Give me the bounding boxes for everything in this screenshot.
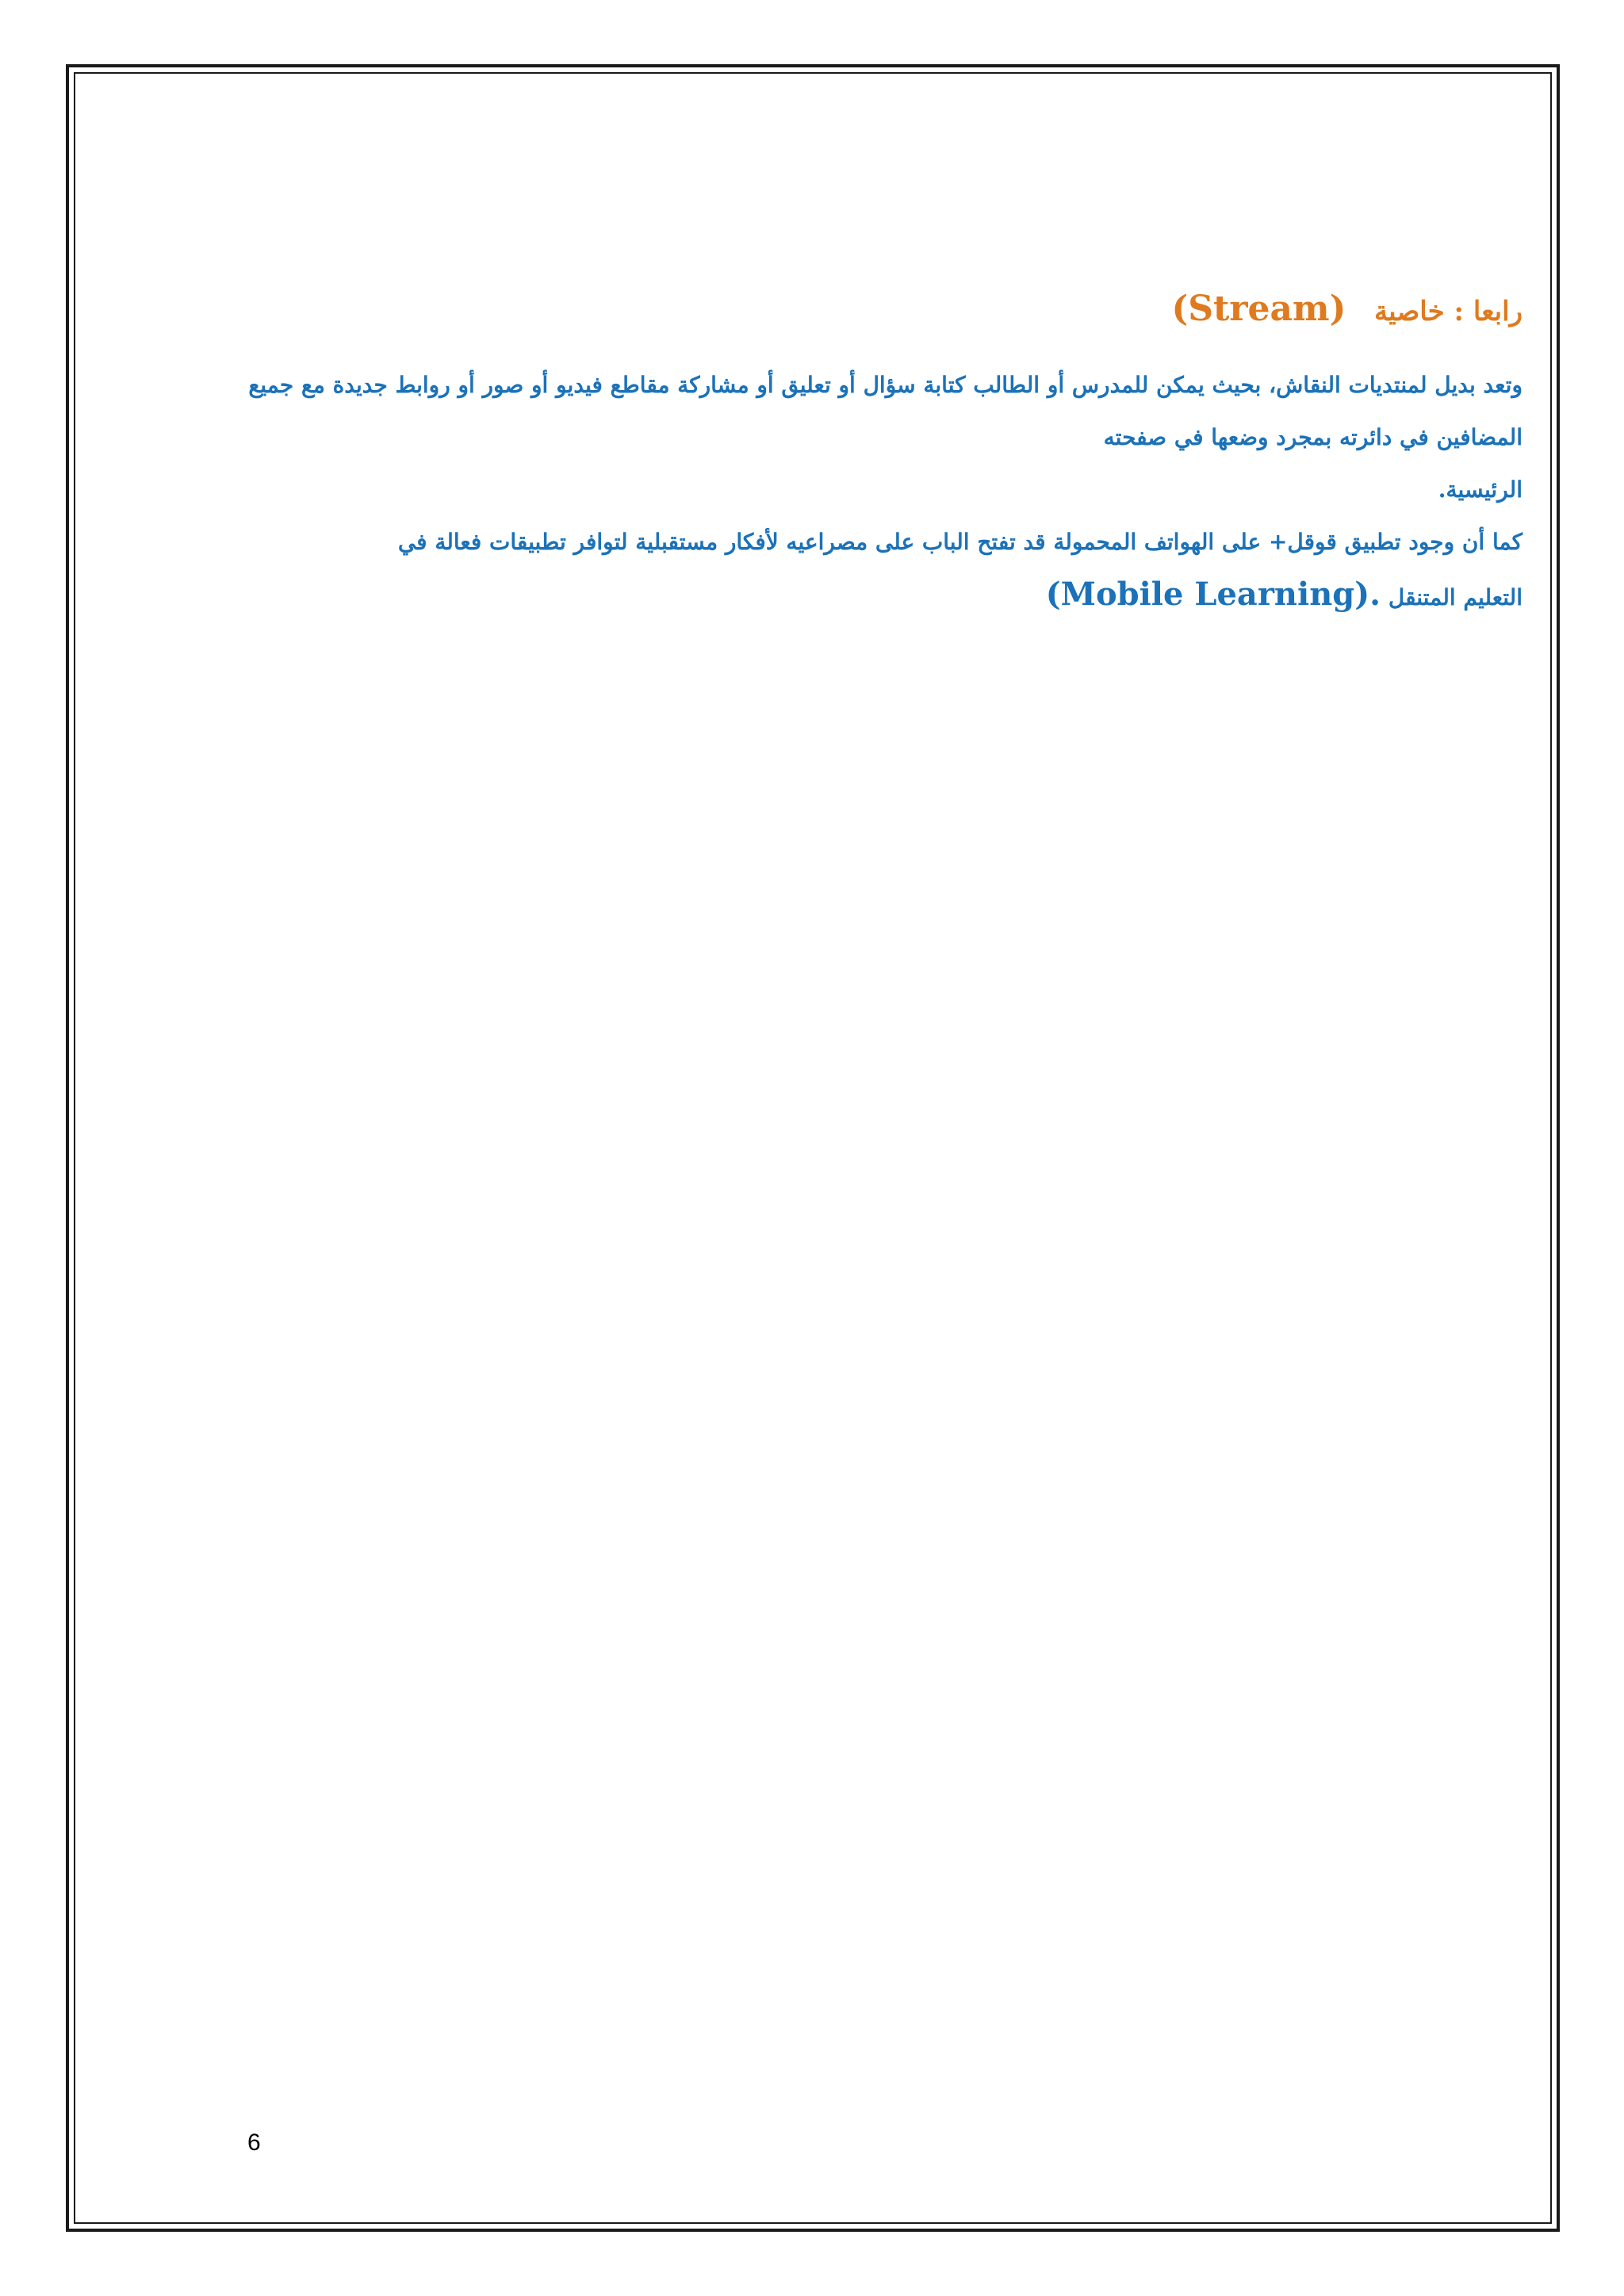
- page-content: [238, 285, 1522, 624]
- paragraph-4-term: (Mobile Learning).: [1045, 576, 1381, 613]
- page-number: 6: [247, 2130, 261, 2156]
- section-heading: [238, 285, 1522, 335]
- paragraph-4-prefix: التعليم المتنقل: [1388, 584, 1522, 610]
- heading-prefix: رابعا : خاصية: [1373, 296, 1522, 327]
- heading-term: (Stream): [1171, 289, 1346, 329]
- paragraph-4: [238, 568, 1522, 624]
- paragraph-2: الرئيسية.: [1438, 476, 1522, 503]
- paragraph-1: وتعد بديل لمنتديات النقاش، بحيث يمكن للمدرس أو الطالب كتابة سؤال أو تعليق أو مشاركة مقاطع فيديو أو صور أو روابط جديدة مع جميع المضافين في دائرته بمجرد وضعها في صفحته: [248, 372, 1522, 450]
- paragraph-3: كما أن وجود تطبيق قوقل+ على الهواتف المحمولة قد تفتح الباب على مصراعيه لأفكار مستقبلية لتوافر تطبيقات فعالة في: [397, 529, 1522, 555]
